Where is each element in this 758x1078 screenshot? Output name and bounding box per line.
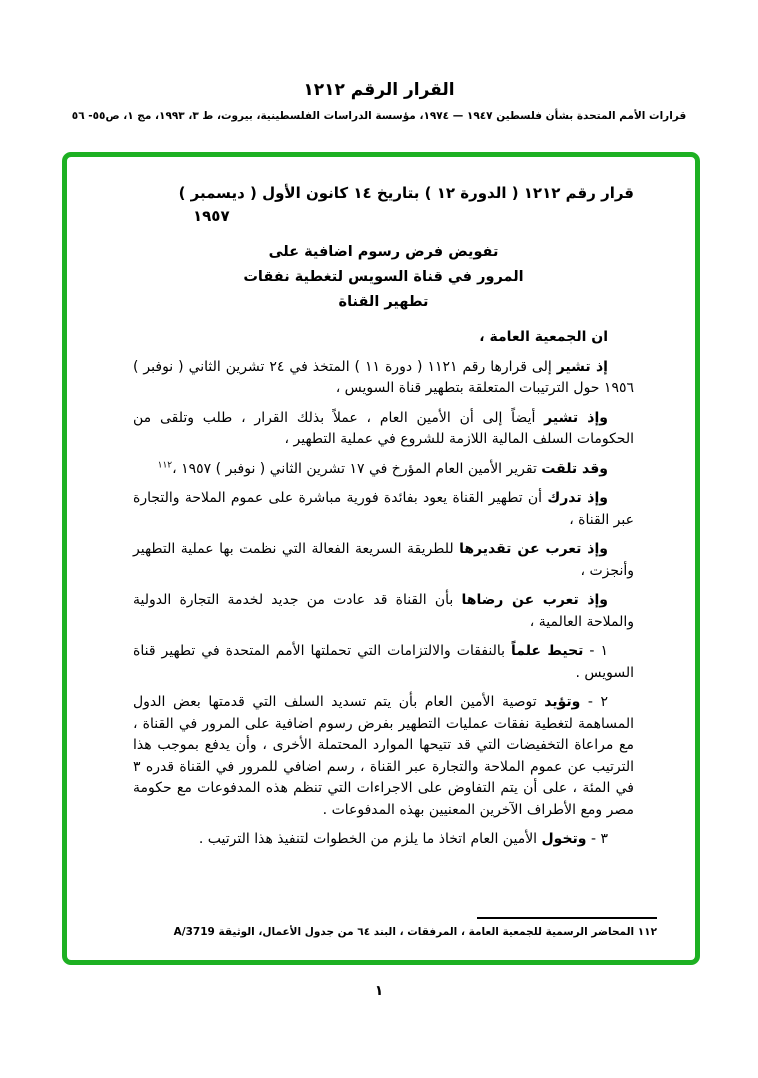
paragraph-preamble-opening: ان الجمعية العامة ، bbox=[479, 329, 608, 345]
resolution-subject bbox=[133, 240, 634, 315]
resolution-body bbox=[133, 182, 634, 859]
document-title: القرار الرقم ١٢١٢ bbox=[303, 80, 455, 100]
paragraph-operative-2: ٢ - وتؤيد توصية الأمين العام بأن يتم تسديد السلف التي قدمتها بعض الدول المساهمة لتغطية نفقات عمليات التطهير بفرض رسوم اضافية على المرور في القناة ، مع مراعاة التخفيضات التي قد تتيحها الموارد المحتملة الأخرى ، وأن يدفع بموجب هذا الترتيب عن عموم الملاحة والتجارة عبر القناة ، رسم اضافي للمرور في القناة قدره ٣ في المئة ، على أن يتم التفاوض على الاجراءات التي تنظم هذه المدفوعات مع حكومة مصر ومع الأطراف الآخرين المعنيين بهذه المدفوعات . bbox=[133, 694, 634, 818]
green-highlight-box bbox=[62, 152, 700, 965]
paragraph-recalling: إذ تشير إلى قرارها رقم ١١٢١ ( دورة ١١ ) المتخذ في ٢٤ تشرين الثاني ( نوفبر ) ١٩٥٦ حول الترتيبات المتعلقة بتطهير قناة السويس ، bbox=[133, 358, 634, 396]
footnote-text: ١١٢ المحاضر الرسمية للجمعية العامة ، المرفقات ، البند ٦٤ من جدول الأعمال، الوثيقة A/3719 bbox=[173, 926, 657, 938]
resolution-heading: قرار رقم ١٢١٢ ( الدورة ١٢ ) بتاريخ ١٤ كانون الأول ( ديسمبر ) bbox=[178, 184, 634, 202]
footnote-block bbox=[73, 917, 657, 938]
paragraph-appreciation: وإذ تعرب عن تقديرها للطريقة السريعة الفعالة التي نظمت بها عملية التطهير وأنجزت ، bbox=[133, 541, 634, 579]
page-number: ١ bbox=[374, 983, 384, 999]
subject-line-1: تفويض فرض رسوم اضافية على bbox=[268, 244, 499, 260]
footnote-reference-112: ١١٢ bbox=[157, 459, 173, 470]
paragraph-recognizing: وإذ تدرك أن تطهير القناة يعود بفائدة فورية مباشرة على عموم الملاحة والتجارة عبر القناة ، bbox=[133, 490, 634, 528]
paragraph-operative-1: ١ - تحيط علماً بالنفقات والالتزامات التي تحملتها الأمم المتحدة في تطهير قناة السويس . bbox=[133, 643, 634, 681]
paragraph-recalling-also: وإذ تشير أيضاً إلى أن الأمين العام ، عملاً بذلك القرار ، طلب وتلقى من الحكومات السلف المالية اللازمة للشروع في عملية التطهير ، bbox=[133, 409, 634, 447]
paragraph-having-received: وقد تلقت تقرير الأمين العام المؤرخ في ١٧ تشرين الثاني ( نوفبر ) ١٩٥٧ ،$^{١١٢}$ bbox=[157, 459, 608, 477]
subject-line-2: المرور في قناة السويس لتغطية نفقات bbox=[243, 269, 524, 285]
paragraph-operative-3: ٣ - وتخول الأمين العام اتخاذ ما يلزم من الخطوات لتنفيذ هذا الترتيب . bbox=[198, 831, 608, 847]
subject-line-3: تطهير القناة bbox=[338, 294, 429, 310]
source-citation-line: قرارات الأمم المتحدة بشأن فلسطين ١٩٤٧ — ١٩٧٤، مؤسسة الدراسات الفلسطينية، بيروت، ط ٣، ١٩٩٣، مج ١، ص٥٥- ٥٦ bbox=[71, 110, 687, 122]
footnote-divider bbox=[477, 917, 657, 919]
resolution-heading-year: ١٩٥٧ bbox=[193, 207, 230, 225]
paragraph-satisfaction: وإذ تعرب عن رضاها بأن القناة قد عادت من جديد لخدمة التجارة الدولية والملاحة العالمية ، bbox=[133, 592, 634, 630]
